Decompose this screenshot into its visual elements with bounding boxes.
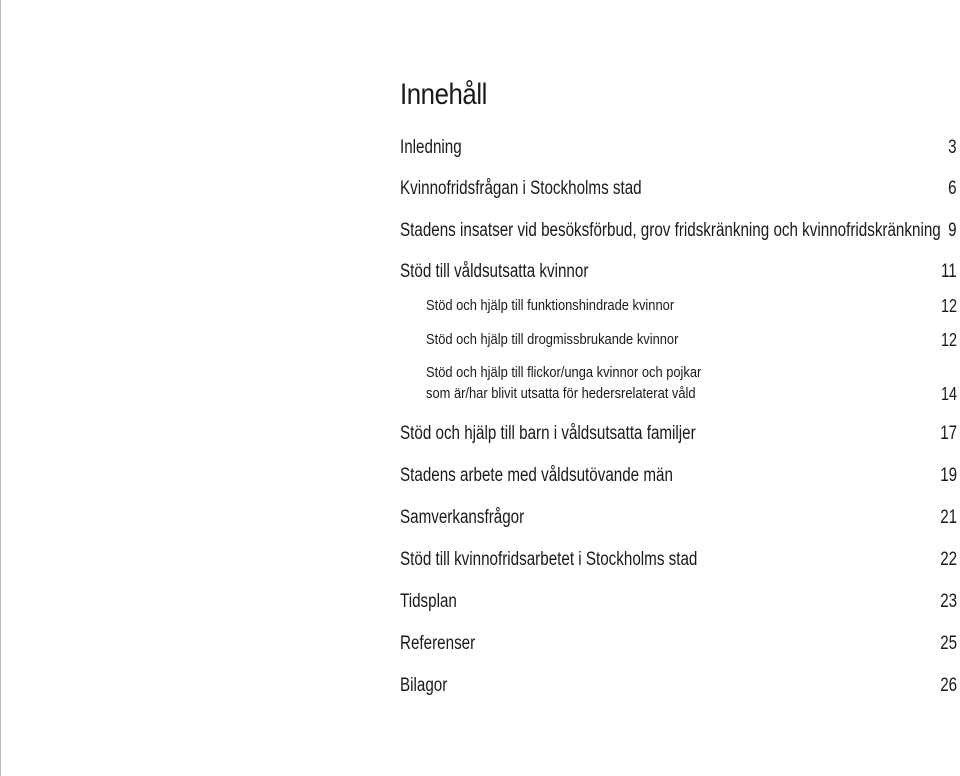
toc-entry-label-line1: Stöd och hjälp till flickor/unga kvinnor och pojkar bbox=[426, 364, 702, 381]
toc-entry-stod-valdsutsatta[interactable] bbox=[400, 260, 960, 284]
toc-subentry-hedersrelaterat[interactable] bbox=[426, 362, 960, 406]
toc-entry-label: Stöd och hjälp till drogmissbrukande kvinnor bbox=[426, 331, 679, 348]
toc-entry-page: 6 bbox=[948, 178, 957, 199]
toc-entry-label: Stöd och hjälp till funktionshindrade kvinnor bbox=[426, 297, 675, 314]
toc-entry-page: 23 bbox=[940, 591, 957, 612]
toc-entry-page: 19 bbox=[940, 465, 957, 486]
page-edge-rule bbox=[0, 0, 1, 776]
toc-entry-page: 25 bbox=[940, 633, 957, 654]
toc-entry-label: Stadens arbete med våldsutövande män bbox=[400, 465, 673, 486]
toc-entry-page: 3 bbox=[948, 137, 957, 158]
page-title: Innehåll bbox=[400, 78, 487, 112]
toc-entry-label: Stadens insatser vid besöksförbud, grov fridskränkning och kvinnofridskränkning bbox=[400, 220, 941, 241]
toc-entry-page: 17 bbox=[940, 423, 957, 444]
toc-entry-stadens-insatser[interactable] bbox=[400, 219, 960, 243]
toc-entry-label: Tidsplan bbox=[400, 591, 457, 612]
toc-entry-page: 14 bbox=[940, 384, 957, 404]
toc-entry-label: Stöd och hjälp till barn i våldsutsatta familjer bbox=[400, 423, 696, 444]
toc-entry-label: Samverkansfrågor bbox=[400, 507, 525, 528]
toc-entry-page: 12 bbox=[940, 296, 957, 316]
toc-entry-label: Stöd till kvinnofridsarbetet i Stockholms stad bbox=[400, 549, 698, 570]
toc-entry-label: Stöd till våldsutsatta kvinnor bbox=[400, 261, 589, 282]
toc-entry-page: 22 bbox=[940, 549, 957, 570]
toc-entry-samverkansfragor[interactable] bbox=[400, 506, 960, 530]
toc-entry-barn[interactable] bbox=[400, 422, 960, 446]
toc-entry-label bbox=[426, 362, 701, 404]
toc-entry-label: Kvinnofridsfrågan i Stockholms stad bbox=[400, 178, 642, 199]
toc-entry-page: 12 bbox=[940, 330, 957, 350]
toc-entry-bilagor[interactable] bbox=[400, 674, 960, 698]
toc-entry-page: 9 bbox=[948, 220, 957, 241]
toc-subentry-funktionshindrade[interactable] bbox=[426, 294, 960, 318]
toc-entry-page: 11 bbox=[941, 261, 957, 282]
toc-subentry-drogmissbrukande[interactable] bbox=[426, 328, 960, 352]
toc-entry-label: Inledning bbox=[400, 137, 462, 158]
toc-entry-kvinnofridsfragan[interactable] bbox=[400, 177, 960, 201]
toc-entry-valdsutovande-man[interactable] bbox=[400, 464, 960, 488]
toc-entry-page: 26 bbox=[940, 675, 957, 696]
toc-entry-label-line2: som är/har blivit utsatta för hedersrelaterat våld bbox=[426, 385, 696, 402]
toc-entry-tidsplan[interactable] bbox=[400, 590, 960, 614]
toc-entry-kvinnofridsarbetet[interactable] bbox=[400, 548, 960, 572]
toc-entry-inledning[interactable] bbox=[400, 136, 960, 160]
toc-entry-label: Referenser bbox=[400, 633, 476, 654]
toc-entry-page: 21 bbox=[940, 507, 957, 528]
toc-entry-referenser[interactable] bbox=[400, 632, 960, 656]
toc-entry-label: Bilagor bbox=[400, 675, 448, 696]
